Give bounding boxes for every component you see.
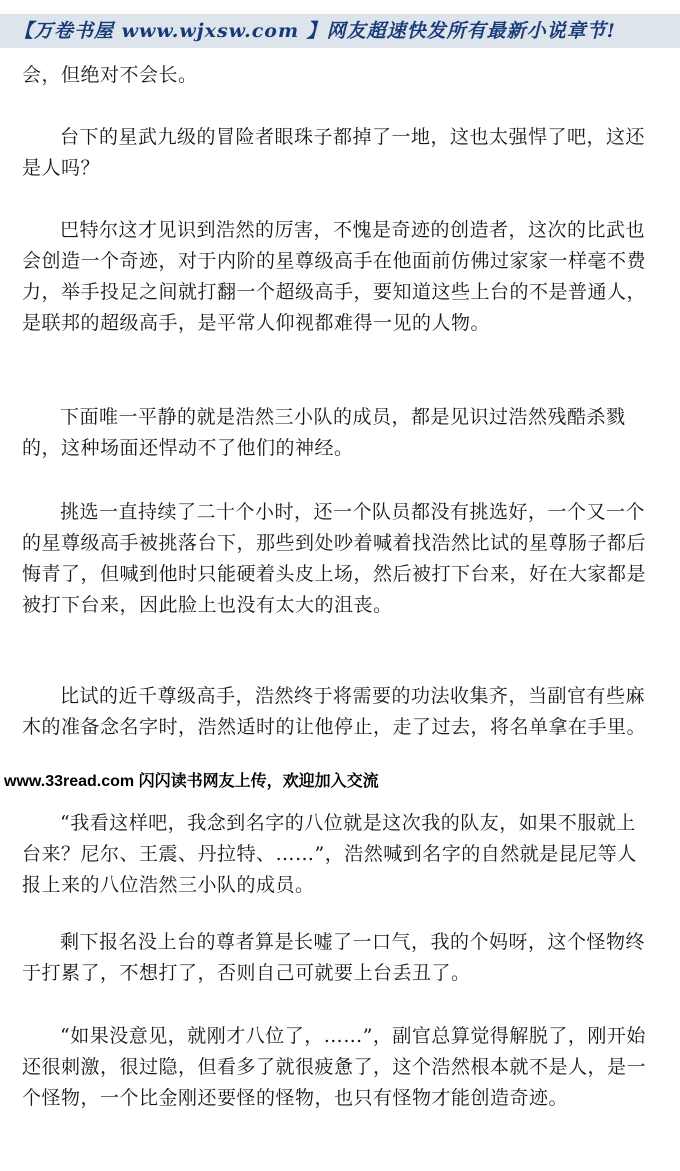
- paragraph-4: 下面唯一平静的就是浩然三小队的成员，都是见识过浩然残酷杀戮的，这种场面还悍动不了他们的神经。: [22, 406, 626, 459]
- paragraph-7: “我看这样吧，我念到名字的八位就是这次我的队友，如果不服就上台来？尼尔、王震、丹拉特、……”，浩然喊到名字的自然就是昆尼等人报上来的八位浩然三小队的成员。: [22, 812, 637, 896]
- header-banner-text: 【万卷书屋 www.wjxsw.com 】网友超速快发所有最新小说章节!: [14, 20, 617, 42]
- ad-line: www.33read.com 闪闪读书网友上传，欢迎加入交流: [4, 773, 379, 790]
- paragraph-1: 会，但绝对不会长。: [22, 64, 198, 86]
- paragraph-8: 剩下报名没上台的尊者算是长嘘了一口气，我的个妈呀，这个怪物终于打累了，不想打了，否则自己可就要上台丢丑了。: [22, 931, 646, 984]
- paragraph-9: “如果没意见，就刚才八位了，……”，副官总算觉得解脱了，刚开始还很刺激，很过隐，但看多了就很疲惫了，这个浩然根本就不是人，是一个怪物，一个比金刚还要怪的怪物，也只有怪物才能创造奇迹。: [22, 1025, 647, 1109]
- paragraph-6: 比试的近千尊级高手，浩然终于将需要的功法收集齐，当副官有些麻木的准备念名字时，浩然适时的让他停止，走了过去，将名单拿在手里。: [22, 685, 647, 738]
- paragraph-5: 挑选一直持续了二十个小时，还一个队员都没有挑选好，一个又一个的星尊级高手被挑落台下，那些到处吵着喊着找浩然比试的星尊肠子都后悔青了，但喊到他时只能硬着头皮上场，然后被打下台来，好在大家都是被打下台来，因此脸上也没有太大的沮丧。: [22, 501, 647, 616]
- paragraph-3: 巴特尔这才见识到浩然的厉害，不愧是奇迹的创造者，这次的比武也会创造一个奇迹，对于内阶的星尊级高手在他面前仿佛过家家一样毫不费力，举手投足之间就打翻一个超级高手，要知道这些上台的不是普通人，是联邦的超级高手，是平常人仰视都难得一见的人物。: [22, 219, 647, 334]
- paragraph-2: 台下的星武九级的冒险者眼珠子都掉了一地，这也太强悍了吧，这还是人吗？: [22, 126, 646, 179]
